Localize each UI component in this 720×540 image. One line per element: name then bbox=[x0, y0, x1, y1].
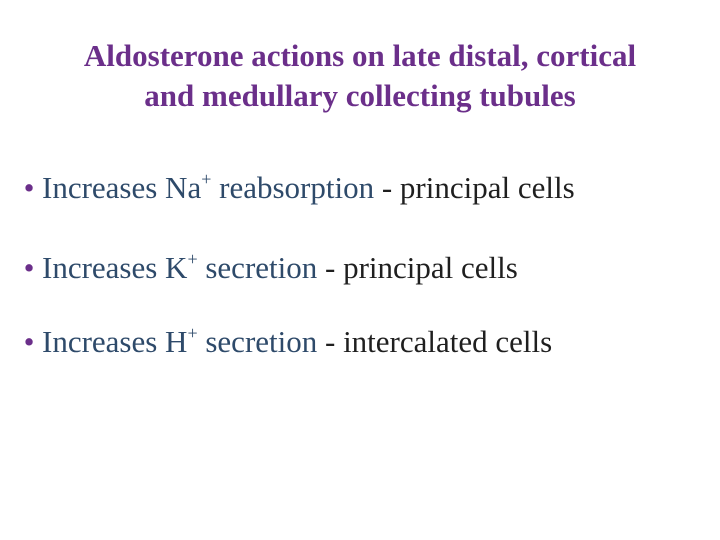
bullet-marker: • bbox=[23, 250, 35, 285]
superscript-plus: + bbox=[201, 169, 212, 189]
title-line-1: Aldosterone actions on late distal, cortical bbox=[83, 38, 637, 73]
bullet-lead-text: Increases Na bbox=[42, 170, 202, 205]
bullet-tail-text: - principal cells bbox=[317, 250, 518, 285]
bullet-item bbox=[18, 250, 518, 290]
bullet-middle-text: reabsorption bbox=[211, 170, 375, 205]
bullet-middle-text: secretion bbox=[197, 324, 318, 359]
bullet-tail-text: - principal cells bbox=[374, 170, 575, 205]
bullet-lead-text: Increases K bbox=[42, 250, 188, 285]
bullet-lead-text: Increases H bbox=[42, 324, 188, 359]
bullet-marker: • bbox=[23, 324, 35, 359]
superscript-plus: + bbox=[187, 249, 198, 269]
bullet-marker: • bbox=[23, 170, 35, 205]
bullet-tail-text: - intercalated cells bbox=[317, 324, 553, 359]
slide-title bbox=[0, 36, 720, 116]
title-line-2: and medullary collecting tubules bbox=[144, 78, 576, 113]
bullet-item bbox=[18, 170, 575, 210]
bullet-item bbox=[18, 324, 552, 364]
superscript-plus: + bbox=[187, 323, 198, 343]
bullet-middle-text: secretion bbox=[197, 250, 318, 285]
